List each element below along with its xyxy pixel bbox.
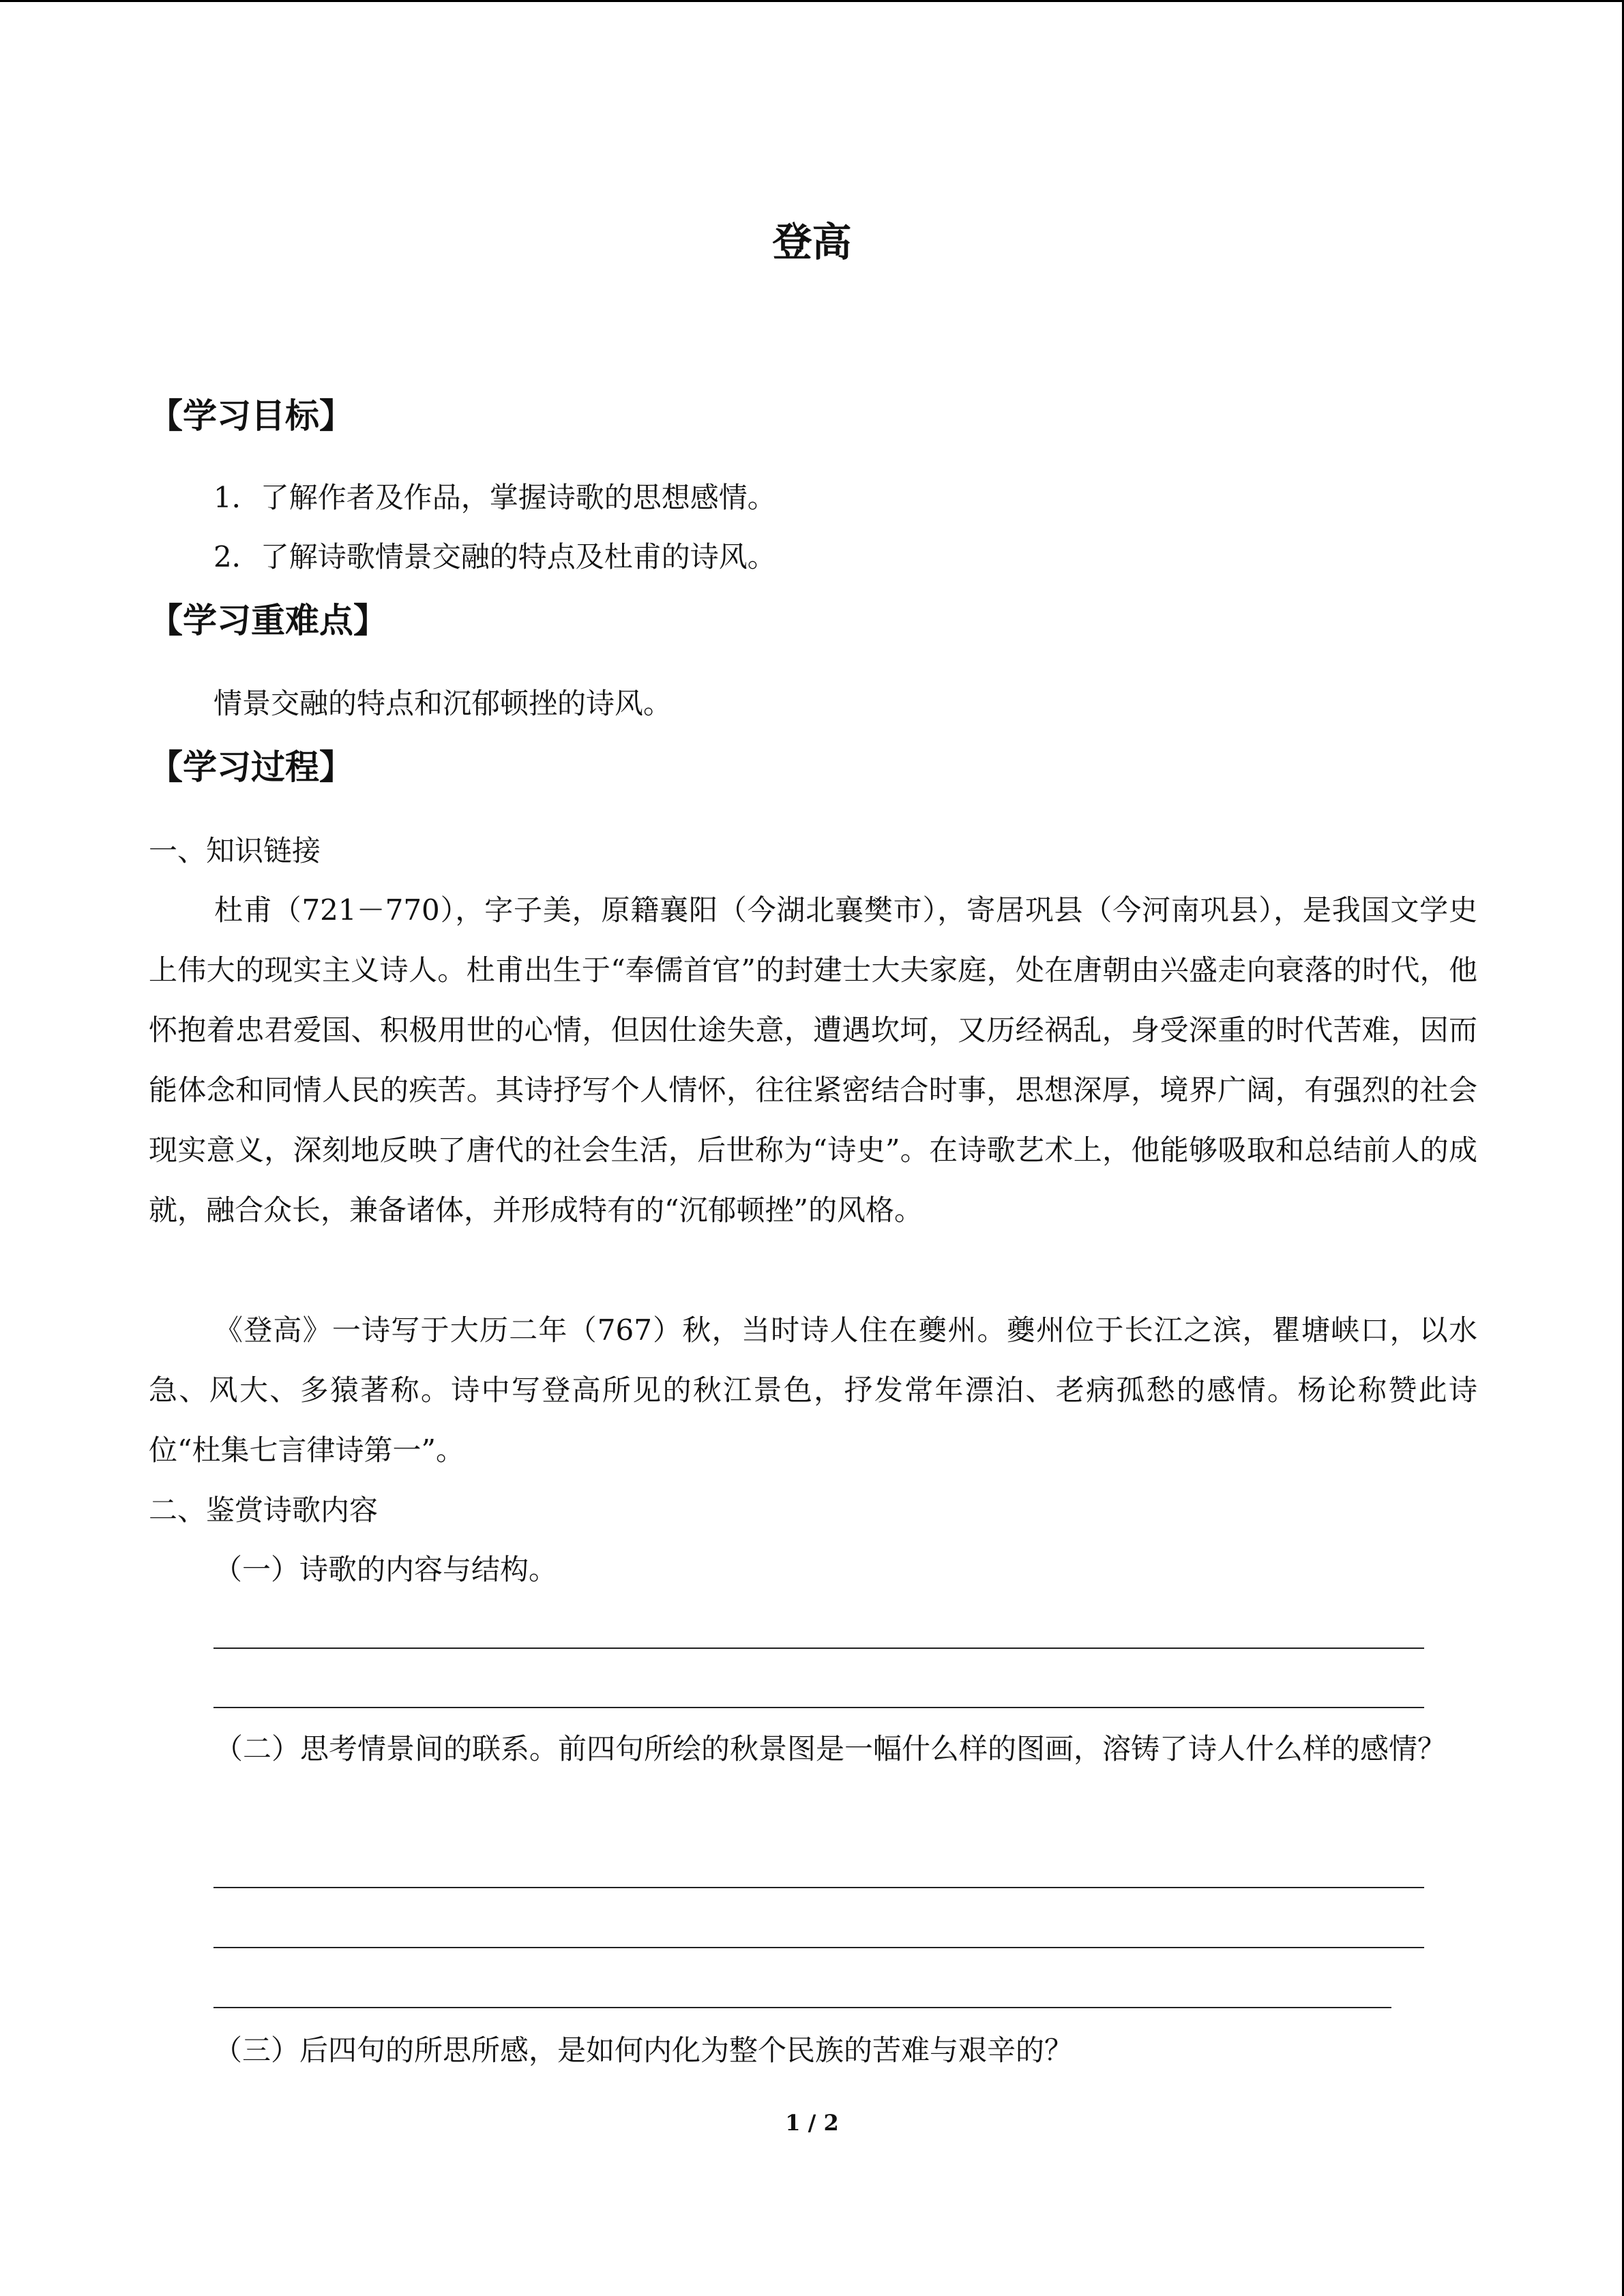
question-1: （一）诗歌的内容与结构。: [213, 1553, 558, 1586]
answer-line[interactable]: [213, 1887, 1424, 1888]
answer-line[interactable]: [213, 1707, 1424, 1708]
objective-item-2: 2．了解诗歌情景交融的特点及杜甫的诗风。: [213, 540, 776, 573]
objectives-heading: 【学习目标】: [149, 396, 353, 436]
key-points-heading: 【学习重难点】: [149, 601, 387, 640]
answer-line[interactable]: [213, 1947, 1424, 1948]
answer-line[interactable]: [213, 2007, 1391, 2008]
appreciation-heading: 二、鉴赏诗歌内容: [149, 1493, 379, 1527]
question-2: （二）思考情景间的联系。前四句所绘的秋景图是一幅什么样的图画，溶铸了诗人什么样的感情？: [214, 1732, 1447, 1765]
answer-line[interactable]: [213, 1648, 1424, 1649]
page-number: 1 / 2: [785, 2110, 839, 2136]
author-intro-paragraph: 杜甫（721－770），字子美，原籍襄阳（今湖北襄樊市），寄居巩县（今河南巩县），是我国文学史上伟大的现实主义诗人。杜甫出生于“奉儒首官”的封建士大夫家庭，处在唐朝由兴盛走向衰落的时代，他怀抱着忠君爱国、积极用世的心情，但因仕途失意，遭遇坎坷，又历经祸乱，身受深重的时代苦难，因而能体念和同情人民的疾苦。其诗抒写个人情怀，往往紧密结合时事，思想深厚，境界广阔，有强烈的社会现实意义，深刻地反映了唐代的社会生活，后世称为“诗史”。在诗歌艺术上，他能够吸取和总结前人的成就，融合众长，兼备诸体，并形成特有的“沉郁顿挫”的风格。: [149, 893, 1477, 1227]
objective-item-1: 1．了解作者及作品，掌握诗歌的思想感情。: [213, 481, 776, 514]
question-3: （三）后四句的所思所感，是如何内化为整个民族的苦难与艰辛的？: [213, 2033, 1074, 2067]
key-points-text: 情景交融的特点和沉郁顿挫的诗风。: [213, 687, 673, 720]
poem-background-paragraph: 《登高》一诗写于大历二年（767）秋，当时诗人住在夔州。夔州位于长江之滨，瞿塘峡口，以水急、风大、多猿著称。诗中写登高所见的秋江景色，抒发常年漂泊、老病孤愁的感情。杨论称赞此诗位“杜集七言律诗第一”。: [149, 1313, 1477, 1467]
knowledge-link-heading: 一、知识链接: [149, 834, 321, 867]
page-title: 登高: [772, 219, 852, 265]
process-heading: 【学习过程】: [149, 747, 353, 787]
